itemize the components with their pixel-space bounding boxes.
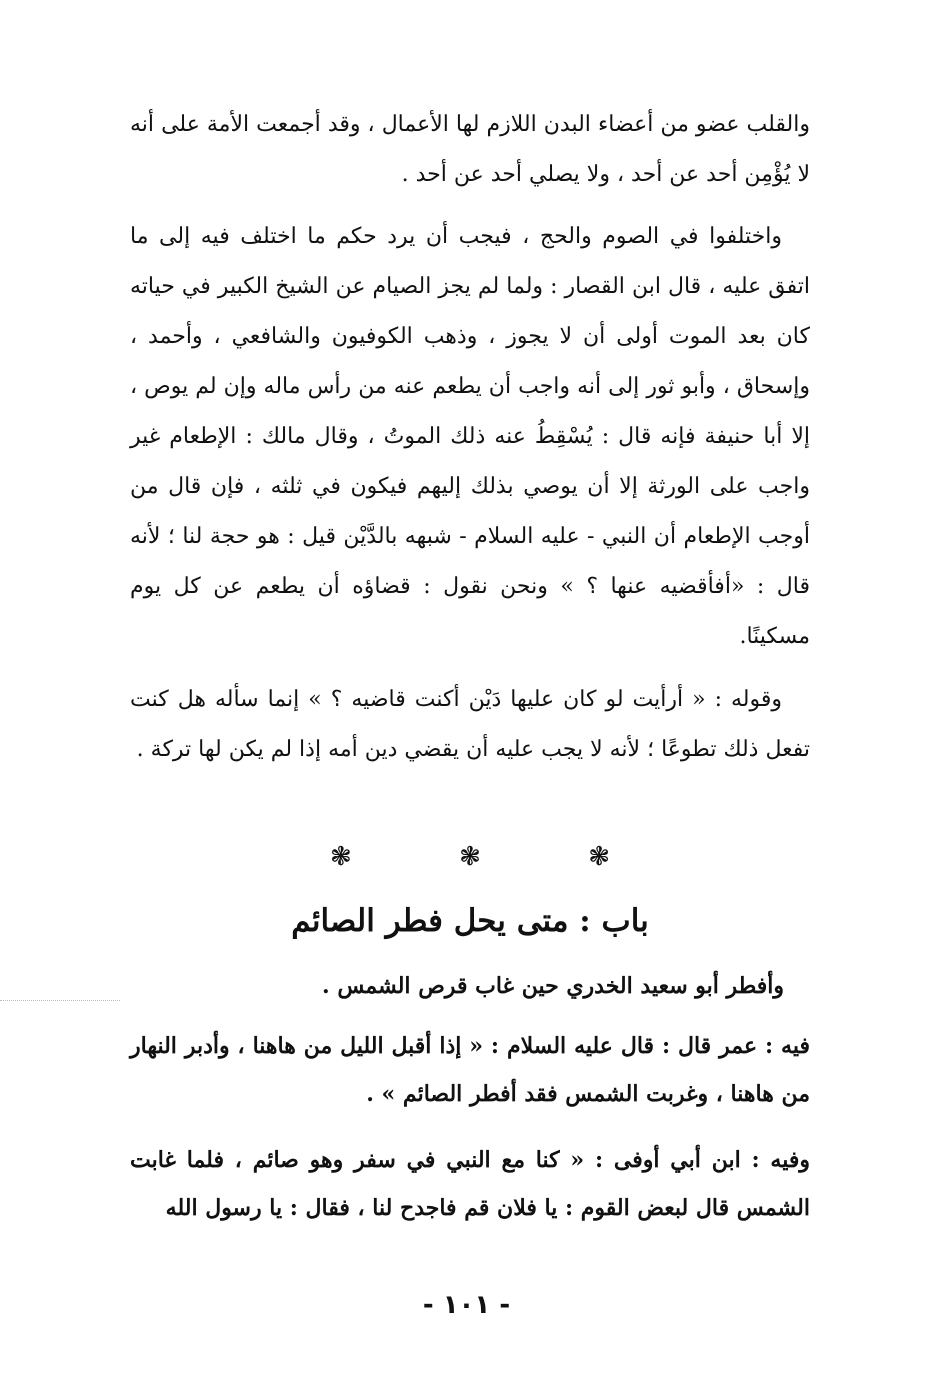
paragraph-2-text: واختلفوا في الصوم والحج ، فيجب أن يرد حكم ما اختلف فيه إلى ما اتفق عليه ، قال ابن القصار : ولما لم يجز الصيام عن الشيخ الكبير في حياته كان بعد الموت أولى أن لا يجوز ، وذهب الكوفيون والشافعي ، وأحمد ، وإسحاق ، وأبو ثور إلى أنه واجب أن يطعم عنه من رأس ماله وإن لم يوص ، إلا أبا حنيفة فإنه قال : يُسْقِطُ عنه ذلك الموتُ ، وقال مالك : الإطعام غير واجب على الورثة إلا أن يوصي بذلك إليهم فيكون في ثلثه ، فإن قال من أوجب الإطعام أن النبي - عليه السلام - شبهه بالدَّيْن قيل : هو حجة لنا ؛ لأنه قال : «أفأقضيه عنها ؟ » ونحن نقول : قضاؤه أن يطعم عن كل يوم مسكينًا. [130,224,810,649]
paragraph-3 [130,675,810,775]
chapter-paragraph-1: وأفطر أبو سعيد الخدري حين غاب قرص الشمس . [322,973,784,999]
separator-star-icon: ❃ [588,842,610,872]
scan-edge-mark [0,1000,120,1002]
paragraph-3-text: وقوله : « أرأيت لو كان عليها دَيْن أكنت قاضيه ؟ » إنما سأله هل كنت تفعل ذلك تطوعًا ؛ لأنه لا يجب عليه أن يقضي دين أمه إذا لم يكن لها تركة . [130,687,810,762]
paragraph-1 [130,100,810,200]
paragraph-1-text: والقلب عضو من أعضاء البدن اللازم لها الأعمال ، وقد أجمعت الأمة على أنه لا يُؤْمِن أحد عن أحد ، ولا يصلي أحد عن أحد . [130,112,810,187]
chapter-title: باب : متى يحل فطر الصائم [291,903,649,939]
chapter-paragraph-2: فيه : عمر قال : قال عليه السلام : « إذا أقبل الليل من هاهنا ، وأدبر النهار من هاهنا ، وغربت الشمس فقد أفطر الصائم » . [130,1033,810,1107]
paragraph-2 [130,212,810,662]
chapter-paragraph-3: وفيه : ابن أبي أوفى : « كنا مع النبي في سفر وهو صائم ، فلما غابت الشمس قال لبعض القوم : يا فلان قم فاجدح لنا ، فقال : يا رسول الله [130,1147,810,1221]
page-number: - ١٠١ - [422,1290,511,1320]
separator-star-icon: ❃ [330,842,352,872]
separator-star-icon: ❃ [459,842,481,872]
section-separator [330,842,610,872]
